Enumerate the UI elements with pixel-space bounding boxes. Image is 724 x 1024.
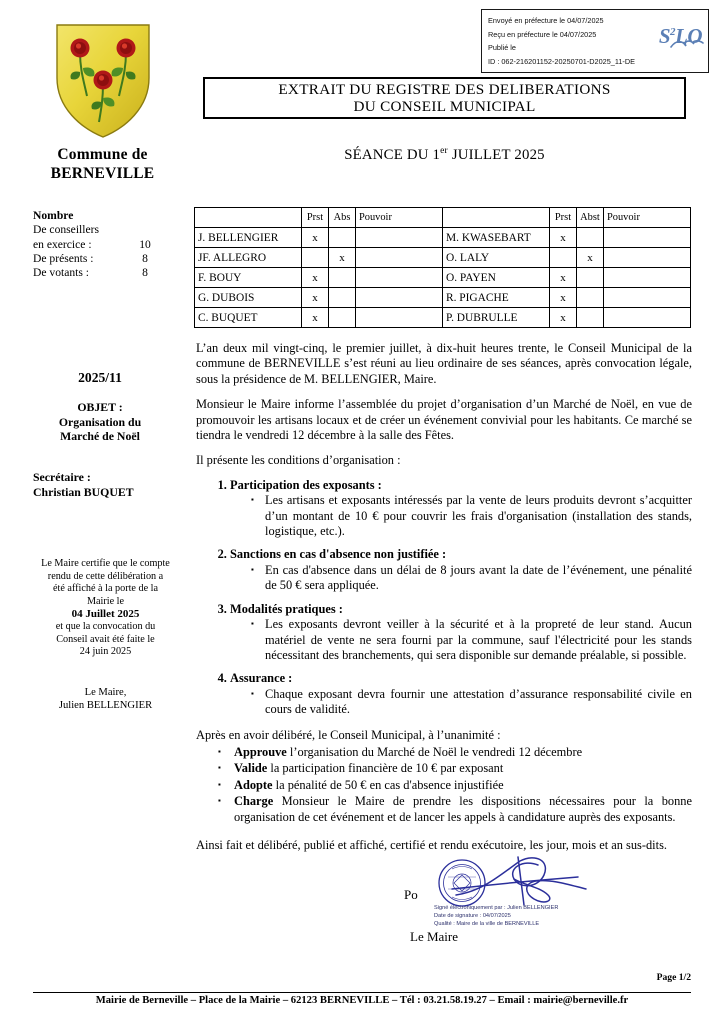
councillor-name: JF. ALLEGRO (195, 248, 302, 268)
signature-strokes (452, 857, 586, 905)
councillor-name: C. BUQUET (195, 308, 302, 328)
deliberation-body (196, 341, 692, 835)
header-right-abs: Abst (577, 208, 604, 228)
councillor-proxy (604, 248, 691, 268)
secretary-label: Secrétaire : (33, 470, 91, 484)
decision-text: la participation financière de 10 € par exposant (267, 761, 504, 776)
councillor-absent-mark (577, 308, 604, 328)
prefecture-sent-line: Envoyé en préfecture le 04/07/2025 (488, 16, 604, 25)
decision-text: la pénalité de 50 € en cas d'absence injustifiée (272, 777, 504, 792)
body-paragraph-convocation: L’an deux mil vingt-cinq, le premier juillet, à dix-huit heures trente, le Conseil Municipal de la commune de BERNEVILLE s’est réuni au lieu ordinaire de ses séances, après convocation légale, sous la présidence de M. BELLENGIER, Maire. (196, 341, 692, 386)
header-right-prst: Prst (550, 208, 577, 228)
nombre-value-en-exercice: 10 (139, 237, 151, 251)
table-row (195, 308, 691, 328)
body-paragraph-project: Monsieur le Maire informe l’assemblée du projet d’organisation d’un Marché de Noël, en vue de promouvoir les artisans locaux et de créer un événement convivial pour les habitants. Ce marché se tiendra le vendredi 12 décembre à la salle des Fêtes. (196, 397, 692, 443)
councillor-proxy (356, 228, 443, 248)
session-date-heading (203, 146, 686, 164)
councillor-present-mark: x (550, 228, 577, 248)
document-title-box (203, 77, 686, 119)
table-row (195, 288, 691, 308)
nombre-row-en-exercice (33, 238, 198, 252)
certification-line4: Mairie le (86, 595, 125, 607)
councillor-name: F. BOUY (195, 268, 302, 288)
secretary-name: Christian BUQUET (33, 484, 134, 499)
councillor-proxy (604, 288, 691, 308)
attendance-header-row (195, 208, 691, 228)
commune-town: BERNEVILLE (50, 165, 155, 182)
mayor-title-signature: Le Maire (410, 929, 459, 945)
condition-bullet: ▪ Chaque exposant devra fournir une attestation d’assurance responsabilité civile en cours de validité. (251, 687, 692, 718)
commune-name (0, 145, 205, 183)
councillor-absent-mark (329, 288, 356, 308)
nombre-row-presents (33, 252, 198, 266)
councillor-present-mark: x (550, 288, 577, 308)
header-right-pouvoir: Pouvoir (604, 208, 691, 228)
prefecture-received-line: Reçu en préfecture le 04/07/2025 (488, 29, 597, 39)
slo-logo-superscript: 2 (670, 26, 675, 38)
councillor-proxy (604, 308, 691, 328)
objet-line1: Organisation du (58, 414, 142, 429)
decision-item-approuve (218, 745, 692, 760)
signature-area (196, 838, 692, 964)
nombre-title: Nombre (33, 209, 74, 222)
signature-quality: Qualité : Maire de la ville de BERNEVILLE (434, 921, 540, 927)
nombre-label-presents: De présents : (33, 251, 94, 265)
certification-line6: Conseil avait été faite le (56, 633, 155, 645)
body-paragraph-conditions-intro: Il présente les conditions d’organisation : (196, 453, 401, 468)
decision-text: Monsieur le Maire de prendre les dispositions nécessaires pour la bonne organisation de cet événement et de lancer les appels à candidature auprès des exposants. (234, 794, 692, 824)
certification-line5: et que la convocation du (55, 620, 156, 632)
signature-metadata (434, 905, 558, 928)
councillor-name: M. KWASEBART (443, 228, 550, 248)
decision-verb: Adopte (234, 777, 273, 792)
decision-verb: Valide (234, 761, 268, 776)
document-title-line2: DU CONSEIL MUNICIPAL (353, 98, 536, 115)
decision-verb: Charge (234, 794, 274, 809)
objet-line2: Marché de Noël (60, 429, 140, 444)
table-row (195, 228, 691, 248)
condition-bullets (230, 563, 692, 594)
decision-item-charge (218, 794, 692, 825)
councillor-present-mark: x (302, 288, 329, 308)
condition-bullets (230, 687, 692, 718)
header-left-prst: Prst (302, 208, 329, 228)
certification-convocation-date: 24 juin 2025 (79, 646, 132, 658)
header-left-name (195, 208, 302, 228)
nombre-subtitle: De conseillers (33, 223, 99, 237)
decisions-list (196, 745, 692, 825)
nombre-label-votants: De votants : (33, 266, 90, 280)
header-left-pouvoir: Pouvoir (356, 208, 443, 228)
signature-date: Date de signature : 04/07/2025 (434, 913, 511, 920)
header-left-abs: Abs (329, 208, 356, 228)
certification-line2: rendu de cette délibération a (47, 570, 164, 582)
session-date-ordinal: er (440, 146, 448, 156)
councillor-proxy (356, 308, 443, 328)
official-seal-icon (439, 860, 485, 906)
certification-posting-date: 04 Juillet 2025 (71, 608, 140, 621)
attendance-table-head (195, 208, 691, 228)
condition-title: Sanctions en cas d'absence non justifiée : (230, 547, 447, 562)
councillor-absent-mark (329, 228, 356, 248)
councillor-absent-mark: x (329, 248, 356, 268)
condition-bullets (230, 617, 692, 663)
secretary-block (33, 470, 208, 499)
decision-text: l’organisation du Marché de Noël le vendredi 12 décembre (286, 744, 583, 759)
header-right-name (443, 208, 550, 228)
prefecture-stamp (481, 9, 709, 73)
councillor-present-mark: x (302, 268, 329, 288)
slo-swoosh-icon (670, 38, 704, 52)
sidebar-mayor-name: Julien BELLENGIER (58, 700, 153, 711)
councillor-proxy (604, 228, 691, 248)
councillor-absent-mark (577, 228, 604, 248)
councillor-present-mark: x (550, 268, 577, 288)
councillor-name: O. PAYEN (443, 268, 550, 288)
councillor-name: R. PIGACHE (443, 288, 550, 308)
document-title-line1: EXTRAIT DU REGISTRE DES DELIBERATIONS (278, 80, 611, 98)
councillor-absent-mark (329, 268, 356, 288)
po-label: Po (404, 887, 418, 903)
councillor-name: P. DUBRULLE (443, 308, 550, 328)
condition-item-modalites (230, 602, 692, 664)
condition-bullet: ▪ Les exposants devront veiller à la sécurité et à la propreté de leur stand. Aucun matériel de vente ne sera fourni par la commune, sauf l'électricité pour les stands nécessitant des branchements, qui sera disponible sur demande préalable, si possible. (251, 617, 692, 663)
decision-item-adopte (218, 778, 692, 793)
councillor-proxy (604, 268, 691, 288)
table-row (195, 268, 691, 288)
signature-inner (196, 859, 692, 964)
signature-signer: Signé électroniquement par : Julien BELLENGIER (434, 905, 559, 912)
councillor-present-mark (550, 248, 577, 268)
decision-verb: Approuve (234, 744, 287, 759)
condition-bullet: ▪ Les artisans et exposants intéressés par la vente de leurs produits devront s’acquitter d’un montant de 10 € pour couvrir les frais d'organisation (installation des stands, logistique, etc.). (251, 493, 692, 539)
councillor-proxy (356, 248, 443, 268)
nombre-label-en-exercice: en exercice : (33, 237, 92, 251)
councillor-name: G. DUBOIS (195, 288, 302, 308)
councillor-present-mark: x (302, 308, 329, 328)
objet-block (0, 400, 200, 444)
councillor-proxy (356, 268, 443, 288)
condition-item-assurance (230, 671, 692, 717)
session-date-prefix: SÉANCE DU 1 (344, 146, 441, 163)
condition-title: Assurance : (230, 671, 293, 686)
attendance-table (194, 207, 691, 328)
councillor-present-mark (302, 248, 329, 268)
councillor-count-block (33, 209, 198, 280)
councillor-absent-mark (329, 308, 356, 328)
councillor-name: O. LALY (443, 248, 550, 268)
prefecture-published-line: Publié le (488, 43, 516, 53)
deliberation-number: 2025/11 (78, 370, 122, 385)
councillor-absent-mark (577, 268, 604, 288)
objet-label: OBJET : (77, 400, 123, 414)
nombre-value-presents: 8 (142, 251, 148, 265)
commune-label: Commune de (57, 146, 148, 163)
councillor-name: J. BELLENGIER (195, 228, 302, 248)
slo-logo-text: LO (675, 24, 702, 48)
condition-title: Participation des exposants : (230, 477, 382, 492)
certification-block (18, 558, 193, 659)
prefecture-id-line: ID : 062-216201152-20250701-D2025_11-DE (488, 56, 635, 66)
nombre-row-votants (33, 266, 198, 280)
table-row (195, 248, 691, 268)
councillor-proxy (356, 288, 443, 308)
nombre-value-votants: 8 (142, 266, 148, 280)
condition-bullets (230, 493, 692, 539)
closing-statement: Ainsi fait et délibéré, publié et affiché, certifié et rendu exécutoire, les jour, mois et an sus-dits. (196, 838, 667, 852)
councillor-absent-mark: x (577, 248, 604, 268)
decision-item-valide (218, 761, 692, 776)
conditions-list (196, 478, 692, 718)
condition-item-participation (230, 478, 692, 540)
certification-line1: Le Maire certifie que le compte (41, 558, 170, 569)
footer-contact-info: Mairie de Berneville – Place de la Mairie – 62123 BERNEVILLE – Tél : 03.21.58.19.27 – Email : mairie@berneville.fr (95, 995, 629, 1006)
footer-divider (33, 992, 691, 993)
session-date-suffix: JUILLET 2025 (447, 146, 545, 163)
sidebar-mayor-label: Le Maire, (84, 687, 127, 698)
councillor-present-mark: x (302, 228, 329, 248)
deliberation-intro: Après en avoir délibéré, le Conseil Municipal, à l’unanimité : (196, 727, 501, 742)
certification-line3: été affiché à la porte de la (52, 583, 159, 595)
sidebar-mayor-block (18, 686, 193, 712)
attendance-table-body (195, 228, 691, 328)
page-number: Page 1/2 (656, 972, 691, 983)
councillor-absent-mark (577, 288, 604, 308)
shield-icon (53, 22, 153, 140)
condition-item-sanctions (230, 547, 692, 593)
councillor-present-mark: x (550, 308, 577, 328)
condition-bullet: ▪ En cas d'absence dans un délai de 8 jours avant la date de l’événement, une pénalité de 50 € sera appliquée. (251, 563, 692, 594)
slo-logo-prefix: S (658, 24, 670, 48)
condition-title: Modalités pratiques : (230, 601, 343, 616)
commune-coat-of-arms (53, 22, 153, 140)
